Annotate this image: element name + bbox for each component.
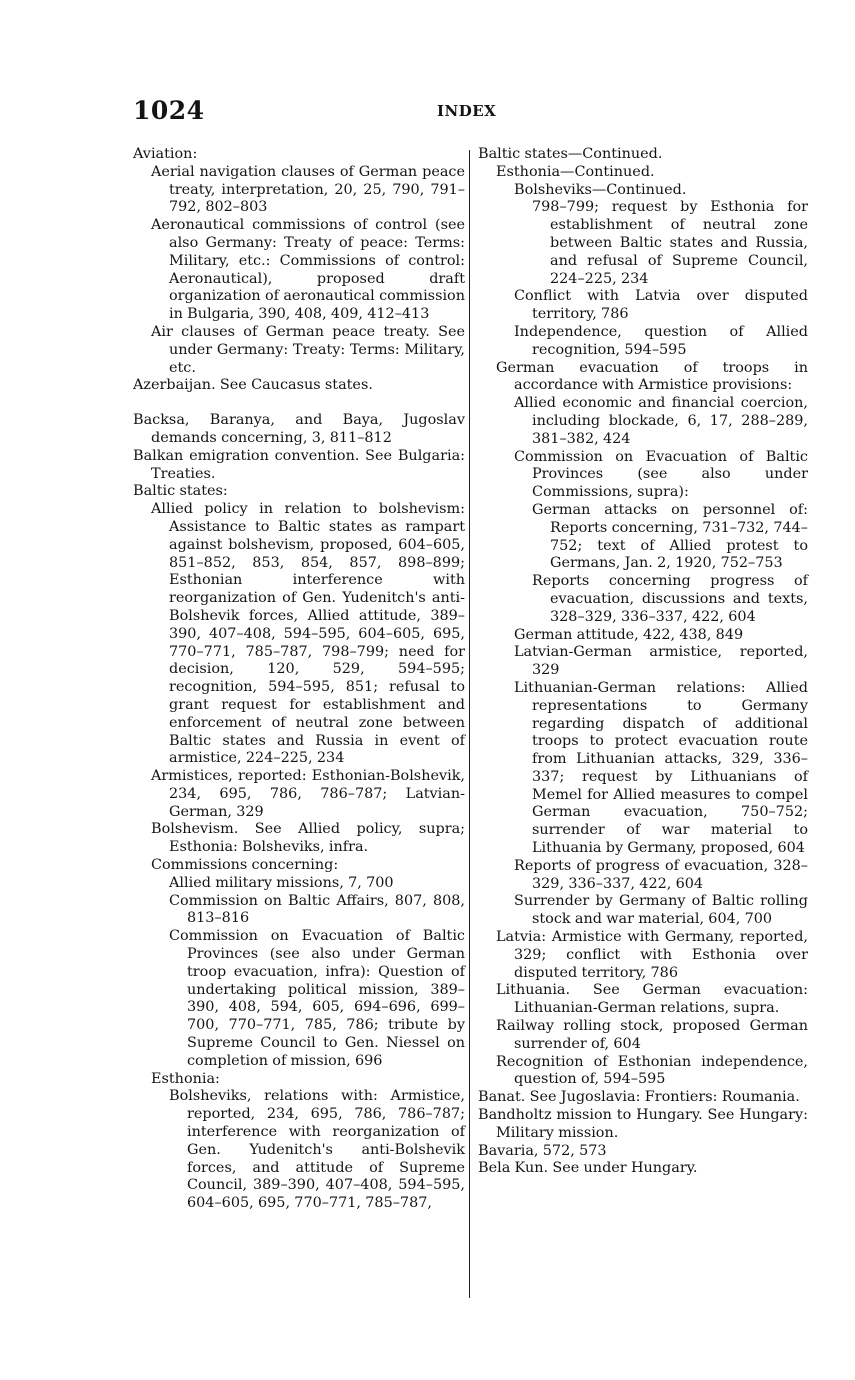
index-entry: Aviation: <box>133 146 198 162</box>
index-entry: Banat. See Jugoslavia: Frontiers: Roumania. <box>478 1089 800 1106</box>
index-entry: Railway rolling stock, proposed German surrender of, 604 <box>496 1018 808 1052</box>
index-entry: Esthonia—Continued. <box>496 163 655 180</box>
index-entry: Bandholtz mission to Hungary. See Hungary: Military mission. <box>478 1107 808 1141</box>
index-entry: Bolsheviks, relations with: Armistice, reported, 234, 695, 786, 786–787; interference with reorganization of Gen. Yudenitch's anti-Bolshevik forces, and attitude of Supreme Council, 389–390, 407–408, 594–595, 604–605, 695, 770–771, 785–787, <box>169 1088 465 1212</box>
index-entry: Baltic states—Continued. <box>478 146 663 162</box>
index-entry: Allied military missions, 7, 700 <box>169 874 394 891</box>
index-entry: German evacuation of troops in accordance with Armistice provisions: <box>496 359 808 394</box>
index-entry: Commissions concerning: <box>151 857 339 874</box>
index-entry: Bolshevism. See Allied policy, supra; Esthonia: Bolsheviks, infra. <box>151 821 465 856</box>
index-entry: Commission on Baltic Affairs, 807, 808, 813–816 <box>169 892 465 927</box>
index-entry: Bavaria, 572, 573 <box>478 1142 607 1159</box>
index-entry: 798–799; request by Esthonia for establishment of neutral zone between Baltic states and Russia, and refusal of Supreme Council, 224–225, 234 <box>532 199 808 287</box>
index-entry: Surrender by Germany of Baltic rolling stock and war material, 604, 700 <box>514 893 808 928</box>
index-entry: Recognition of Esthonian independence, question of, 594–595 <box>496 1053 808 1088</box>
index-column-left <box>133 146 465 1213</box>
index-entry: Reports concerning progress of evacuation, discussions and texts, 328–329, 336–337, 422, 604 <box>532 573 808 625</box>
index-entry: Armistices, reported: Esthonian-Bolshevik, 234, 695, 786, 786–787; Latvian-German, 329 <box>151 768 465 820</box>
index-entry: Air clauses of German peace treaty. See under Germany: Treaty: Terms: Military, etc. <box>151 323 465 376</box>
index-entry: Bela Kun. See under Hungary. <box>478 1160 698 1177</box>
index-entry: German attitude, 422, 438, 849 <box>514 626 744 643</box>
index-entry: Balkan emigration convention. See Bulgaria: Treaties. <box>133 447 465 482</box>
index-entry: Independence, question of Allied recognition, 594–595 <box>514 323 808 358</box>
index-entry: Lithuania. See German evacuation: Lithuanian-German relations, supra. <box>496 982 808 1017</box>
index-entry: Esthonia: <box>151 1070 220 1087</box>
index-entry: Baltic states: <box>133 483 228 500</box>
index-entry: Conflict with Latvia over disputed territory, 786 <box>514 288 808 323</box>
index-entry: Allied economic and financial coercion, including blockade, 6, 17, 288–289, 381–382, 424 <box>514 395 808 447</box>
index-entry: Commission on Evacuation of Baltic Provinces (see also under German troop evacuation, infra): Question of undertaking political mission, 389–390, 408, 594, 605, 694–696, 699–700, 770–771, 785, 786; tribute by Supreme Council to Gen. Niessel on completion of mission, 696 <box>169 928 465 1069</box>
index-entry: Latvian-German armistice, reported, 329 <box>514 644 808 679</box>
page-number: 1024 <box>133 96 205 125</box>
index-entry: Azerbaijan. See Caucasus states. <box>133 377 373 394</box>
index-entry: Lithuanian-German relations: Allied representations to Germany regarding dispatch of additional troops to protect evacuation route from Lithuanian attacks, 329, 336–337; request by Lithuanians of Memel for Allied measures to compel German evacuation, 750–752; surrender of war material to Lithuania by Germany, proposed, 604 <box>514 679 808 857</box>
running-head: INDEX <box>437 102 497 120</box>
index-entry: Reports of progress of evacuation, 328–329, 336–337, 422, 604 <box>514 857 808 892</box>
index-entry: Aerial navigation clauses of German peace treaty, interpretation, 20, 25, 790, 791–792, 802–803 <box>151 163 465 216</box>
index-entry: Commission on Evacuation of Baltic Provinces (see also under Commissions, supra): <box>514 448 808 501</box>
index-entry: Allied policy in relation to bolshevism: Assistance to Baltic states as rampart against bolshevism, proposed, 604–605, 851–852, 853, 854, 857, 898–899; Esthonian interference with reorganization of Gen. Yudenitch's anti-Bolshevik forces, Allied attitude, 389–390, 407–408, 594–595, 604–605, 695, 770–771, 785–787, 798–799; need for decision, 120, 529, 594–595; recognition, 594–595, 851; refusal to grant request for establishment and enforcement of neutral zone between Baltic states and Russia in event of armistice, 224–225, 234 <box>151 501 465 767</box>
index-entry: Latvia: Armistice with Germany, reported, 329; conflict with Esthonia over disputed territory, 786 <box>496 929 808 981</box>
index-entry: German attacks on personnel of: Reports concerning, 731–732, 744–752; text of Allied protest to Germans, Jan. 2, 1920, 752–753 <box>532 501 808 572</box>
column-divider <box>469 150 470 1298</box>
index-column-right <box>478 146 808 1178</box>
index-entry: Backsa, Baranya, and Baya, Jugoslav demands concerning, 3, 811–812 <box>133 412 465 446</box>
index-entry: Bolsheviks—Continued. <box>514 181 687 198</box>
index-entry: Aeronautical commissions of control (see also Germany: Treaty of peace: Terms: Military, etc.: Commissions of control: Aeronautical), proposed draft organization of aeronautical commission in Bulgaria, 390, 408, 409, 412–413 <box>151 217 465 323</box>
